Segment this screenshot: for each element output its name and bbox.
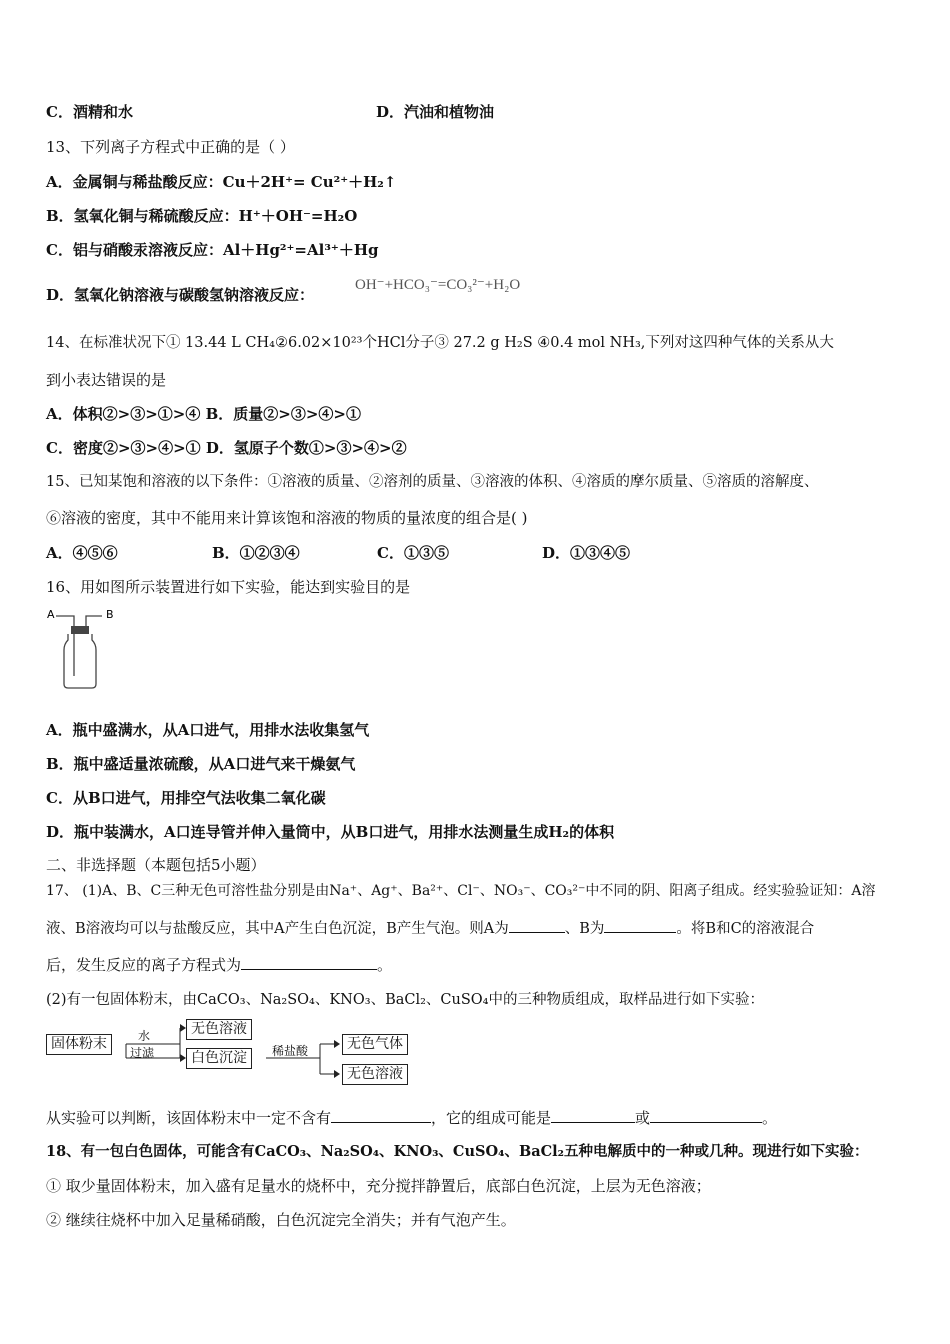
q17-line3 [46, 955, 392, 975]
port-b-label: B [106, 608, 114, 621]
q17-line2-text-b: 、B为 [564, 921, 605, 937]
q16-option-b: B．瓶中盛适量浓硫酸，从A口进气来干燥氨气 [46, 755, 356, 773]
answer-blank-a[interactable] [509, 918, 565, 933]
q17-line1: 17、 (1)A、B、C三种无色可溶性盐分别是由Na⁺、Ag⁺、Ba²⁺、Cl⁻、NO₃⁻、CO₃²⁻中不同的阴、阳离子组成。经实验验证知：A溶 [46, 883, 876, 899]
q17-line3-period: 。 [377, 956, 393, 974]
answer-blank-composition-1[interactable] [551, 1108, 635, 1123]
q15-stem-line1: 15、已知某饱和溶液的以下条件：①溶液的质量、②溶剂的质量、③溶液的体积、④溶质的摩尔质量、⑤溶质的溶解度、 [46, 474, 819, 490]
flow-out1-box: 无色溶液 [186, 1019, 252, 1040]
q16-option-c: C．从B口进气，用排空气法收集二氧化碳 [46, 789, 326, 807]
bottle [64, 634, 96, 688]
q17-line4: (2)有一包固体粉末，由CaCO₃、Na₂SO₄、KNO₃、BaCl₂、CuSO₄中的三种物质组成，取样品进行如下实验： [46, 992, 764, 1008]
flow-out3-box: 无色气体 [342, 1034, 408, 1055]
flow-arrow1-top-label: 水 [138, 1029, 151, 1043]
gas-bottle-diagram [44, 606, 116, 690]
q16-option-d: D．瓶中装满水，A口连导管并伸入量筒中，从B口进气，用排水法测量生成H₂的体积 [46, 823, 615, 841]
answer-blank-b[interactable] [604, 918, 676, 933]
q14-options-cd: C．密度②>③>④>① D．氢原子个数①>③>④>② [46, 439, 407, 457]
q16-option-a: A．瓶中盛满水，从A口进气，用排水法收集氢气 [46, 721, 370, 739]
q18-step1: ① 取少量固体粉末，加入盛有足量水的烧杯中，充分搅拌静置后，底部白色沉淀，上层为无色溶液； [46, 1177, 711, 1195]
q14-stem-line2: 到小表达错误的是 [46, 371, 167, 389]
q18-stem: 18、有一包白色固体，可能含有CaCO₃、Na₂SO₄、KNO₃、CuSO₄、BaCl₂五种电解质中的一种或几种。现进行如下实验： [46, 1143, 869, 1160]
q15-option-b: B．①②③④ [212, 544, 300, 562]
q13-option-b: B．氢氧化铜与稀硫酸反应：H⁺＋OH⁻=H₂O [46, 207, 358, 225]
answer-blank-not-contained[interactable] [331, 1108, 431, 1123]
q17-line2-text-c: 。将B和C的溶液混合 [676, 921, 815, 937]
section-2-heading: 二、非选择题（本题包括5小题） [46, 856, 266, 874]
flow-out4-box: 无色溶液 [342, 1064, 408, 1085]
q13-stem: 13、下列离子方程式中正确的是（ ） [46, 138, 295, 156]
q13-option-d [46, 285, 314, 305]
q13-option-a: A．金属铜与稀盐酸反应：Cu＋2H⁺= Cu²⁺＋H₂↑ [46, 173, 397, 191]
q13-option-d-label: D．氢氧化钠溶液与碳酸氢钠溶液反应： [46, 286, 315, 304]
q17-line5-text-d: 。 [762, 1109, 778, 1127]
q15-option-a: A．④⑤⑥ [46, 544, 118, 562]
q12-option-c: C．酒精和水 [46, 103, 133, 121]
q12-option-d: D．汽油和植物油 [376, 103, 495, 121]
q17-line2 [46, 918, 814, 939]
q17-line5-text-b: ，它的组成可能是 [431, 1109, 552, 1127]
flow-arrow1-bottom-label: 过滤 [130, 1046, 155, 1060]
q17-line2-text-a: 液、B溶液均可以与盐酸反应，其中A产生白色沉淀，B产生气泡。则A为 [46, 921, 509, 937]
flow-arrow2-label: 稀盐酸 [272, 1044, 309, 1058]
q16-stem: 16、用如图所示装置进行如下实验，能达到实验目的是 [46, 578, 411, 596]
answer-blank-composition-2[interactable] [650, 1108, 762, 1123]
q13-option-c: C．铝与硝酸汞溶液反应：Al＋Hg²⁺=Al³⁺＋Hg [46, 241, 379, 259]
q17-line3-text: 后，发生反应的离子方程式为 [46, 956, 242, 974]
flow-start-box: 固体粉末 [46, 1034, 112, 1055]
port-a-label: A [47, 608, 55, 621]
q17-line5 [46, 1108, 777, 1128]
q18-step2: ② 继续往烧杯中加入足量稀硝酸，白色沉淀完全消失；并有气泡产生。 [46, 1211, 516, 1229]
flow-out2-box: 白色沉淀 [186, 1048, 252, 1069]
stopper [71, 626, 89, 634]
q15-stem-line2: ⑥溶液的密度，其中不能用来计算该饱和溶液的物质的量浓度的组合是( ) [46, 509, 528, 527]
q15-option-d: D．①③④⑤ [542, 544, 631, 562]
q17-line5-text-c: 或 [635, 1109, 651, 1127]
q15-option-c: C．①③⑤ [377, 544, 449, 562]
q13-option-d-equation: OH⁻+HCO₃⁻=CO₃²⁻+H₂O [355, 277, 521, 293]
answer-blank-ionic-equation[interactable] [241, 955, 377, 970]
q17-line5-text-a: 从实验可以判断，该固体粉末中一定不含有 [46, 1109, 332, 1127]
q14-options-ab: A．体积②>③>①>④ B．质量②>③>④>① [46, 405, 361, 423]
q14-stem-line1: 14、在标准状况下① 13.44 L CH₄②6.02×10²³个HCl分子③ 27.2 g H₂S ④0.4 mol NH₃,下列对这四种气体的关系从大 [46, 335, 834, 351]
